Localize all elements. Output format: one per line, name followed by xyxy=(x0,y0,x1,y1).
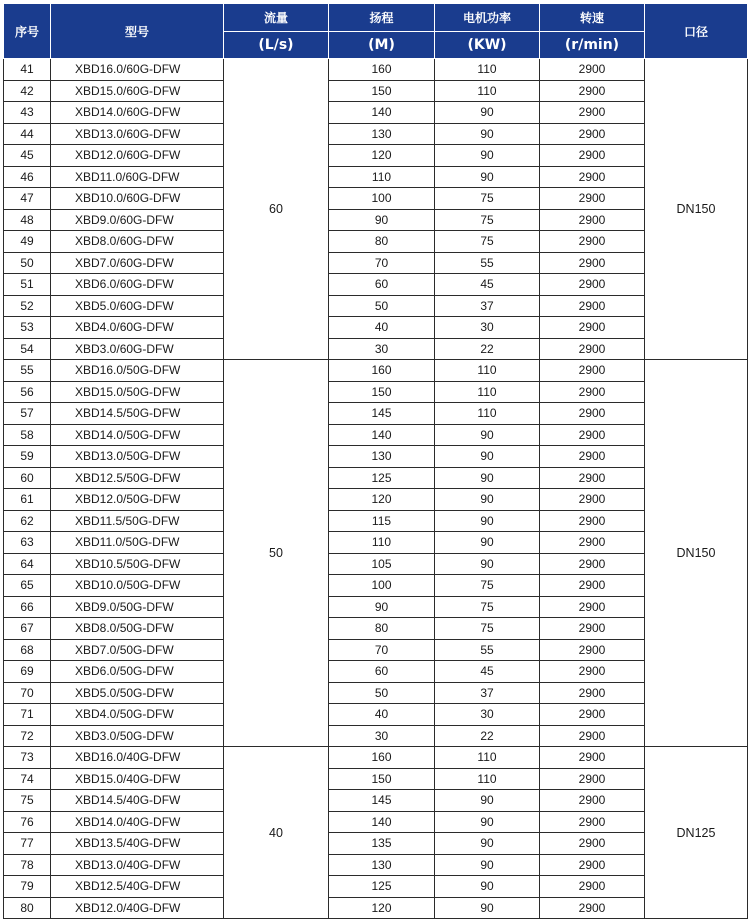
row-head: 90 xyxy=(329,209,435,231)
row-head: 115 xyxy=(329,510,435,532)
row-power: 45 xyxy=(435,274,540,296)
row-power: 22 xyxy=(435,338,540,360)
group-diameter: DN150 xyxy=(645,59,748,360)
row-head: 135 xyxy=(329,833,435,855)
row-model: XBD12.5/40G-DFW xyxy=(51,876,224,898)
group-flow: 50 xyxy=(224,360,329,747)
table-row xyxy=(4,704,748,726)
table-row xyxy=(4,661,748,683)
table-row xyxy=(4,102,748,124)
row-index: 48 xyxy=(4,209,51,231)
row-speed: 2900 xyxy=(540,446,645,468)
row-power: 110 xyxy=(435,381,540,403)
row-head: 160 xyxy=(329,747,435,769)
row-speed: 2900 xyxy=(540,252,645,274)
table-row xyxy=(4,403,748,425)
table-row xyxy=(4,338,748,360)
header-power-unit: (KW) xyxy=(435,32,540,59)
table-row xyxy=(4,360,748,382)
table-row xyxy=(4,682,748,704)
table-row xyxy=(4,123,748,145)
row-index: 73 xyxy=(4,747,51,769)
row-power: 37 xyxy=(435,295,540,317)
row-model: XBD13.0/40G-DFW xyxy=(51,854,224,876)
group-flow: 60 xyxy=(224,59,329,360)
group-diameter: DN125 xyxy=(645,747,748,919)
row-speed: 2900 xyxy=(540,231,645,253)
row-index: 55 xyxy=(4,360,51,382)
row-speed: 2900 xyxy=(540,768,645,790)
row-index: 47 xyxy=(4,188,51,210)
row-index: 62 xyxy=(4,510,51,532)
row-power: 90 xyxy=(435,876,540,898)
table-row xyxy=(4,747,748,769)
table-row xyxy=(4,510,748,532)
table-row xyxy=(4,811,748,833)
row-speed: 2900 xyxy=(540,381,645,403)
row-index: 77 xyxy=(4,833,51,855)
row-index: 79 xyxy=(4,876,51,898)
row-index: 52 xyxy=(4,295,51,317)
table-row xyxy=(4,145,748,167)
row-head: 120 xyxy=(329,489,435,511)
row-model: XBD15.0/50G-DFW xyxy=(51,381,224,403)
row-head: 150 xyxy=(329,80,435,102)
row-head: 130 xyxy=(329,854,435,876)
row-speed: 2900 xyxy=(540,317,645,339)
row-model: XBD3.0/50G-DFW xyxy=(51,725,224,747)
row-speed: 2900 xyxy=(540,725,645,747)
table-row xyxy=(4,854,748,876)
row-speed: 2900 xyxy=(540,424,645,446)
row-head: 120 xyxy=(329,145,435,167)
row-speed: 2900 xyxy=(540,123,645,145)
row-index: 44 xyxy=(4,123,51,145)
row-head: 150 xyxy=(329,768,435,790)
row-model: XBD6.0/60G-DFW xyxy=(51,274,224,296)
row-index: 78 xyxy=(4,854,51,876)
row-head: 150 xyxy=(329,381,435,403)
row-head: 110 xyxy=(329,532,435,554)
row-head: 130 xyxy=(329,123,435,145)
row-power: 30 xyxy=(435,317,540,339)
row-head: 110 xyxy=(329,166,435,188)
row-index: 45 xyxy=(4,145,51,167)
row-model: XBD9.0/60G-DFW xyxy=(51,209,224,231)
row-speed: 2900 xyxy=(540,145,645,167)
row-power: 90 xyxy=(435,166,540,188)
row-model: XBD10.0/60G-DFW xyxy=(51,188,224,210)
row-speed: 2900 xyxy=(540,854,645,876)
row-index: 50 xyxy=(4,252,51,274)
row-speed: 2900 xyxy=(540,833,645,855)
row-head: 50 xyxy=(329,295,435,317)
row-head: 100 xyxy=(329,188,435,210)
row-head: 60 xyxy=(329,274,435,296)
row-model: XBD16.0/60G-DFW xyxy=(51,59,224,81)
row-model: XBD7.0/60G-DFW xyxy=(51,252,224,274)
row-model: XBD4.0/50G-DFW xyxy=(51,704,224,726)
table-body xyxy=(4,59,748,919)
header-flow: 流量 xyxy=(224,4,329,32)
header-speed: 转速 xyxy=(540,4,645,32)
row-model: XBD12.5/50G-DFW xyxy=(51,467,224,489)
row-model: XBD15.0/40G-DFW xyxy=(51,768,224,790)
row-power: 90 xyxy=(435,790,540,812)
table-row xyxy=(4,876,748,898)
row-model: XBD14.0/60G-DFW xyxy=(51,102,224,124)
header-head-unit: (M) xyxy=(329,32,435,59)
row-index: 64 xyxy=(4,553,51,575)
row-index: 41 xyxy=(4,59,51,81)
row-speed: 2900 xyxy=(540,188,645,210)
row-index: 61 xyxy=(4,489,51,511)
row-head: 140 xyxy=(329,811,435,833)
row-index: 51 xyxy=(4,274,51,296)
row-speed: 2900 xyxy=(540,360,645,382)
pump-spec-table xyxy=(3,3,748,919)
table-row xyxy=(4,59,748,81)
row-model: XBD16.0/40G-DFW xyxy=(51,747,224,769)
row-speed: 2900 xyxy=(540,467,645,489)
row-power: 37 xyxy=(435,682,540,704)
row-head: 120 xyxy=(329,897,435,919)
table-row xyxy=(4,725,748,747)
row-index: 66 xyxy=(4,596,51,618)
row-power: 90 xyxy=(435,811,540,833)
row-speed: 2900 xyxy=(540,553,645,575)
row-model: XBD5.0/50G-DFW xyxy=(51,682,224,704)
row-model: XBD5.0/60G-DFW xyxy=(51,295,224,317)
row-speed: 2900 xyxy=(540,102,645,124)
row-power: 90 xyxy=(435,510,540,532)
row-index: 58 xyxy=(4,424,51,446)
row-model: XBD14.0/40G-DFW xyxy=(51,811,224,833)
row-speed: 2900 xyxy=(540,80,645,102)
row-index: 69 xyxy=(4,661,51,683)
row-speed: 2900 xyxy=(540,166,645,188)
header-model: 型号 xyxy=(51,4,224,59)
row-head: 70 xyxy=(329,639,435,661)
row-power: 55 xyxy=(435,639,540,661)
row-power: 45 xyxy=(435,661,540,683)
row-power: 90 xyxy=(435,467,540,489)
row-head: 30 xyxy=(329,338,435,360)
row-head: 130 xyxy=(329,446,435,468)
row-head: 90 xyxy=(329,596,435,618)
row-head: 100 xyxy=(329,575,435,597)
table-row xyxy=(4,446,748,468)
table-row xyxy=(4,381,748,403)
row-index: 57 xyxy=(4,403,51,425)
row-model: XBD8.0/60G-DFW xyxy=(51,231,224,253)
row-model: XBD6.0/50G-DFW xyxy=(51,661,224,683)
row-head: 50 xyxy=(329,682,435,704)
row-model: XBD14.0/50G-DFW xyxy=(51,424,224,446)
row-speed: 2900 xyxy=(540,532,645,554)
row-model: XBD8.0/50G-DFW xyxy=(51,618,224,640)
row-head: 80 xyxy=(329,231,435,253)
header-speed-unit: (r/min) xyxy=(540,32,645,59)
table-row xyxy=(4,897,748,919)
row-index: 46 xyxy=(4,166,51,188)
table-row xyxy=(4,553,748,575)
row-speed: 2900 xyxy=(540,661,645,683)
row-index: 54 xyxy=(4,338,51,360)
row-index: 74 xyxy=(4,768,51,790)
row-index: 70 xyxy=(4,682,51,704)
row-index: 75 xyxy=(4,790,51,812)
row-speed: 2900 xyxy=(540,747,645,769)
row-power: 90 xyxy=(435,424,540,446)
table-row xyxy=(4,596,748,618)
row-power: 30 xyxy=(435,704,540,726)
row-index: 43 xyxy=(4,102,51,124)
row-model: XBD11.0/60G-DFW xyxy=(51,166,224,188)
row-speed: 2900 xyxy=(540,209,645,231)
row-index: 68 xyxy=(4,639,51,661)
header-head: 扬程 xyxy=(329,4,435,32)
row-power: 75 xyxy=(435,209,540,231)
row-head: 60 xyxy=(329,661,435,683)
row-speed: 2900 xyxy=(540,596,645,618)
row-power: 75 xyxy=(435,231,540,253)
row-speed: 2900 xyxy=(540,618,645,640)
row-head: 140 xyxy=(329,102,435,124)
row-power: 90 xyxy=(435,102,540,124)
row-head: 145 xyxy=(329,790,435,812)
row-head: 145 xyxy=(329,403,435,425)
group-flow: 40 xyxy=(224,747,329,919)
row-speed: 2900 xyxy=(540,295,645,317)
row-power: 75 xyxy=(435,188,540,210)
row-speed: 2900 xyxy=(540,274,645,296)
row-index: 63 xyxy=(4,532,51,554)
row-model: XBD13.5/40G-DFW xyxy=(51,833,224,855)
row-model: XBD12.0/40G-DFW xyxy=(51,897,224,919)
row-head: 125 xyxy=(329,467,435,489)
row-power: 90 xyxy=(435,123,540,145)
row-speed: 2900 xyxy=(540,575,645,597)
row-power: 90 xyxy=(435,553,540,575)
row-power: 110 xyxy=(435,403,540,425)
row-model: XBD14.5/50G-DFW xyxy=(51,403,224,425)
table-row xyxy=(4,532,748,554)
table-row xyxy=(4,790,748,812)
row-speed: 2900 xyxy=(540,790,645,812)
row-power: 55 xyxy=(435,252,540,274)
row-index: 49 xyxy=(4,231,51,253)
row-power: 110 xyxy=(435,360,540,382)
row-index: 76 xyxy=(4,811,51,833)
table-row xyxy=(4,209,748,231)
row-power: 110 xyxy=(435,768,540,790)
row-index: 71 xyxy=(4,704,51,726)
row-model: XBD13.0/50G-DFW xyxy=(51,446,224,468)
row-power: 22 xyxy=(435,725,540,747)
table-row xyxy=(4,252,748,274)
row-power: 75 xyxy=(435,575,540,597)
row-index: 80 xyxy=(4,897,51,919)
header-flow-unit: (L/s) xyxy=(224,32,329,59)
header-power: 电机功率 xyxy=(435,4,540,32)
table-row xyxy=(4,618,748,640)
row-model: XBD16.0/50G-DFW xyxy=(51,360,224,382)
row-speed: 2900 xyxy=(540,682,645,704)
row-head: 40 xyxy=(329,704,435,726)
row-power: 90 xyxy=(435,897,540,919)
header-diameter: 口径 xyxy=(645,4,748,59)
row-index: 56 xyxy=(4,381,51,403)
row-speed: 2900 xyxy=(540,897,645,919)
row-model: XBD9.0/50G-DFW xyxy=(51,596,224,618)
row-power: 110 xyxy=(435,59,540,81)
row-head: 140 xyxy=(329,424,435,446)
row-head: 160 xyxy=(329,360,435,382)
table-row xyxy=(4,489,748,511)
table-row xyxy=(4,575,748,597)
row-speed: 2900 xyxy=(540,403,645,425)
row-head: 125 xyxy=(329,876,435,898)
row-model: XBD12.0/50G-DFW xyxy=(51,489,224,511)
row-model: XBD11.5/50G-DFW xyxy=(51,510,224,532)
table-row xyxy=(4,274,748,296)
row-model: XBD10.0/50G-DFW xyxy=(51,575,224,597)
row-speed: 2900 xyxy=(540,811,645,833)
table-row xyxy=(4,166,748,188)
row-speed: 2900 xyxy=(540,510,645,532)
row-index: 59 xyxy=(4,446,51,468)
row-speed: 2900 xyxy=(540,639,645,661)
row-head: 80 xyxy=(329,618,435,640)
row-index: 60 xyxy=(4,467,51,489)
row-model: XBD10.5/50G-DFW xyxy=(51,553,224,575)
table-row xyxy=(4,317,748,339)
row-model: XBD11.0/50G-DFW xyxy=(51,532,224,554)
row-speed: 2900 xyxy=(540,338,645,360)
header-index: 序号 xyxy=(4,4,51,59)
row-power: 110 xyxy=(435,80,540,102)
row-model: XBD3.0/60G-DFW xyxy=(51,338,224,360)
row-head: 160 xyxy=(329,59,435,81)
row-power: 90 xyxy=(435,489,540,511)
row-power: 90 xyxy=(435,446,540,468)
row-model: XBD15.0/60G-DFW xyxy=(51,80,224,102)
table-row xyxy=(4,295,748,317)
row-model: XBD4.0/60G-DFW xyxy=(51,317,224,339)
table-header xyxy=(4,4,748,59)
row-power: 90 xyxy=(435,145,540,167)
table-row xyxy=(4,639,748,661)
row-power: 90 xyxy=(435,854,540,876)
row-index: 53 xyxy=(4,317,51,339)
table-row xyxy=(4,768,748,790)
row-speed: 2900 xyxy=(540,59,645,81)
row-speed: 2900 xyxy=(540,876,645,898)
group-diameter: DN150 xyxy=(645,360,748,747)
row-head: 40 xyxy=(329,317,435,339)
row-index: 42 xyxy=(4,80,51,102)
row-speed: 2900 xyxy=(540,704,645,726)
row-model: XBD12.0/60G-DFW xyxy=(51,145,224,167)
row-power: 110 xyxy=(435,747,540,769)
row-model: XBD14.5/40G-DFW xyxy=(51,790,224,812)
row-power: 75 xyxy=(435,618,540,640)
row-head: 30 xyxy=(329,725,435,747)
row-index: 65 xyxy=(4,575,51,597)
table-row xyxy=(4,424,748,446)
row-index: 67 xyxy=(4,618,51,640)
row-model: XBD7.0/50G-DFW xyxy=(51,639,224,661)
table-row xyxy=(4,80,748,102)
row-head: 70 xyxy=(329,252,435,274)
row-head: 105 xyxy=(329,553,435,575)
row-power: 90 xyxy=(435,833,540,855)
table-row xyxy=(4,467,748,489)
row-power: 75 xyxy=(435,596,540,618)
table-row xyxy=(4,833,748,855)
row-power: 90 xyxy=(435,532,540,554)
table-row xyxy=(4,188,748,210)
row-index: 72 xyxy=(4,725,51,747)
table-row xyxy=(4,231,748,253)
row-model: XBD13.0/60G-DFW xyxy=(51,123,224,145)
row-speed: 2900 xyxy=(540,489,645,511)
